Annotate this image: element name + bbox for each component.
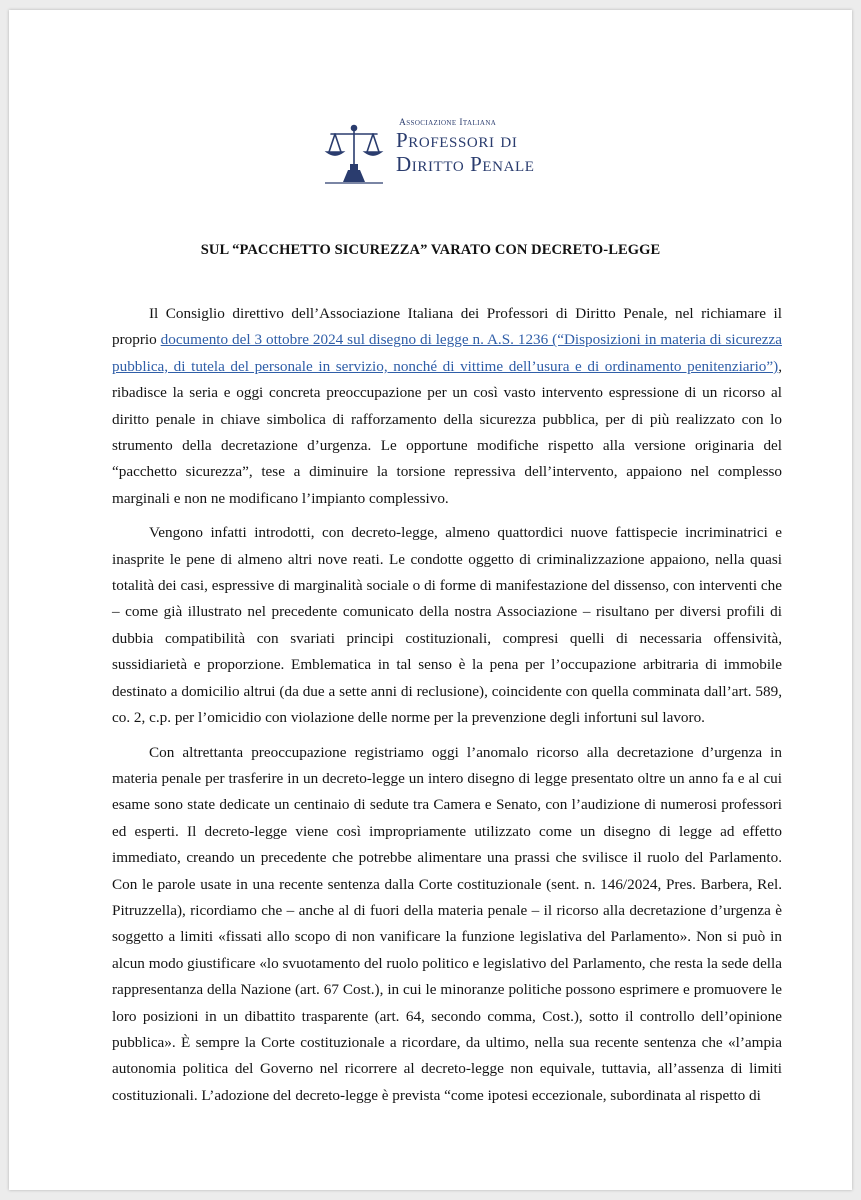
logo-subtitle: Associazione Italiana [399, 118, 497, 128]
logo-title-line1: Professori di [396, 128, 518, 152]
document-link[interactable]: documento del 3 ottobre 2024 sul disegno di legge n. A.S. 1236 (“Disposizioni in materia di sicurezza pubblica, di tutela del personale in servizio, nonché di vittime dell’usura e di ordinamento penitenziario”) [112, 331, 782, 375]
scales-of-justice-icon [321, 120, 387, 184]
paragraph-1 [112, 301, 782, 512]
document-title: SUL “PACCHETTO SICUREZZA” VARATO CON DECRETO-LEGGE [200, 242, 661, 258]
paragraph-1-rest: , ribadisce la seria e oggi concreta preoccupazione per un così vasto intervento espressione di un ricorso al diritto penale in chiave simbolica di rafforzamento della sicurezza pubblica, per di più realizzato con lo strumento della decretazione d’urgenza. Le opportune modifiche rispetto alla versione originaria del “pacchetto sicurezza”, tese a diminuire la torsione repressiva dell’intervento, appaiono nel complesso marginali e non ne modificano l’impianto complessivo. [112, 357, 782, 507]
logo-title-line2: Diritto Penale [396, 152, 535, 176]
document-page [9, 10, 852, 1190]
document-body [112, 301, 782, 1117]
paragraph-2: Vengono infatti introdotti, con decreto-legge, almeno quattordici nuove fattispecie incriminatrici e inasprite le pene di almeno altri nove reati. Le condotte oggetto di criminalizzazione appaiono, nella quasi totalità dei casi, espressive di marginalità sociale o di forme di manifestazione del dissenso, con interventi che – come già illustrato nel precedente comunicato della nostra Associazione – risultano per diversi profili di dubbia compatibilità con svariati principi costituzionali, compresi quelli di necessaria offensività, sussidiarietà e proporzione. Emblematica in tal senso è la pena per l’occupazione arbitraria di immobile destinato a domicilio altrui (da due a sette anni di reclusione), coincidente con quella comminata dall’art. 589, co. 2, c.p. per l’omicidio con violazione delle norme per la prevenzione degli infortuni sul lavoro. [112, 524, 782, 727]
paragraph-1-intro: Il Consiglio direttivo dell’Associazione Italiana dei Professori di Diritto Penale, nel richiamare il proprio [112, 305, 782, 349]
paragraph-3: Con altrettanta preoccupazione registriamo oggi l’anomalo ricorso alla decretazione d’urgenza in materia penale per trasferire in un decreto-legge un intero disegno di legge presentato oltre un anno fa e al cui esame sono state dedicate un centinaio di sedute tra Camera e Senato, con l’audizione di numerosi professori ed esperti. Il decreto-legge viene così impropriamente utilizzato come un disegno di legge ad effetto immediato, creando un precedente che potrebbe alimentare una prassi che svilisce il ruolo del Parlamento. Con le parole usate in una recente sentenza dalla Corte costituzionale (sent. n. 146/2024, Pres. Barbera, Rel. Pitruzzella), ricordiamo che – anche al di fuori della materia penale – il ricorso alla decretazione d’urgenza è soggetto a limiti «fissati allo scopo di non vanificare la funzione legislativa del Parlamento». Non si può in alcun modo giustificare «lo svuotamento del ruolo politico e legislativo del Parlamento, che resta la sede della rappresentanza della Nazione (art. 67 Cost.), in cui le minoranze politiche possono esprimere e promuovere le loro posizioni in un dibattito trasparente (art. 64, secondo comma, Cost.), sotto il controllo dell’opinione pubblica». È sempre la Corte costituzionale a ricordare, da ultimo, nella sua recente sentenza che «l’ampia autonomia politica del Governo nel ricorrere al decreto-legge non equivale, tuttavia, all’assenza di limiti costituzionali. L’adozione del decreto-legge è prevista “come ipotesi eccezionale, subordinata al rispetto di [112, 743, 782, 1104]
association-logo [321, 114, 561, 186]
